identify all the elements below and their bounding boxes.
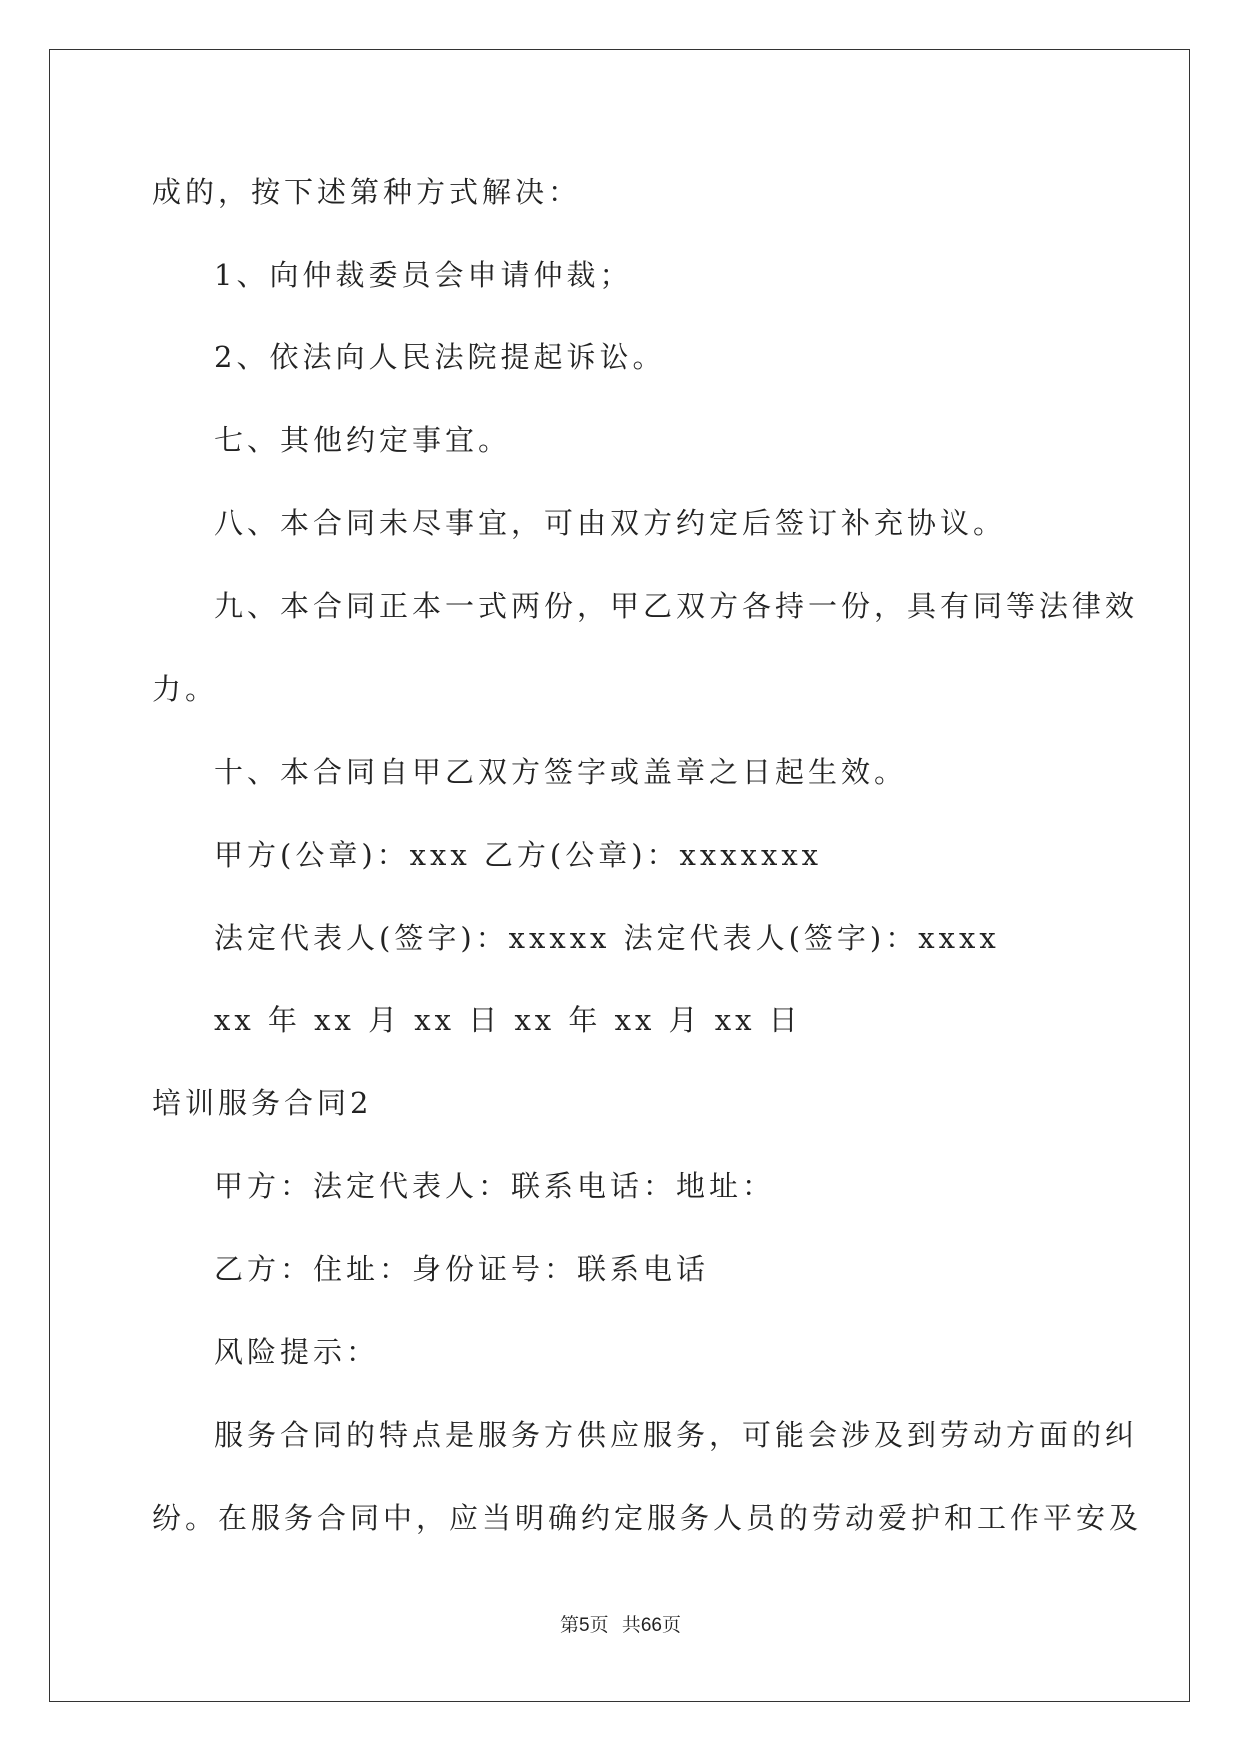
clause: 九、本合同正本一式两份，甲乙双方各持一份，具有同等法律效 bbox=[214, 589, 1139, 623]
clause: 十、本合同自甲乙双方签字或盖章之日起生效。 bbox=[214, 755, 908, 789]
list-item: 1、向仲裁委员会申请仲裁； bbox=[214, 258, 633, 292]
risk-heading: 风险提示： bbox=[214, 1335, 380, 1369]
paragraph-line: 纷。在服务合同中，应当明确约定服务人员的劳动爱护和工作平安及 bbox=[152, 1501, 1143, 1535]
paragraph-line: 成的，按下述第种方式解决： bbox=[152, 175, 582, 209]
signature-party-line: 甲方(公章)：xxx 乙方(公章)：xxxxxxx bbox=[214, 838, 823, 872]
list-item: 2、依法向人民法院提起诉讼。 bbox=[214, 340, 666, 374]
party-b-line: 乙方：住址：身份证号：联系电话 bbox=[214, 1252, 710, 1286]
section-title: 培训服务合同2 bbox=[152, 1086, 373, 1120]
page-number: 第5页 bbox=[560, 1615, 609, 1636]
party-a-line: 甲方：法定代表人：联系电话：地址： bbox=[214, 1169, 776, 1203]
clause: 八、本合同未尽事宜，可由双方约定后签订补充协议。 bbox=[214, 506, 1007, 540]
paragraph-line: 服务合同的特点是服务方供应服务，可能会涉及到劳动方面的纠 bbox=[214, 1418, 1139, 1452]
paragraph-line: 力。 bbox=[152, 672, 219, 706]
page-footer bbox=[0, 1610, 1241, 1637]
signature-representative-line: 法定代表人(签字)：xxxxx 法定代表人(签字)：xxxx bbox=[214, 921, 1000, 955]
signature-date-line: xx 年 xx 月 xx 日 xx 年 xx 月 xx 日 bbox=[214, 1003, 802, 1037]
page-total: 共66页 bbox=[621, 1615, 681, 1636]
clause: 七、其他约定事宜。 bbox=[214, 423, 512, 457]
